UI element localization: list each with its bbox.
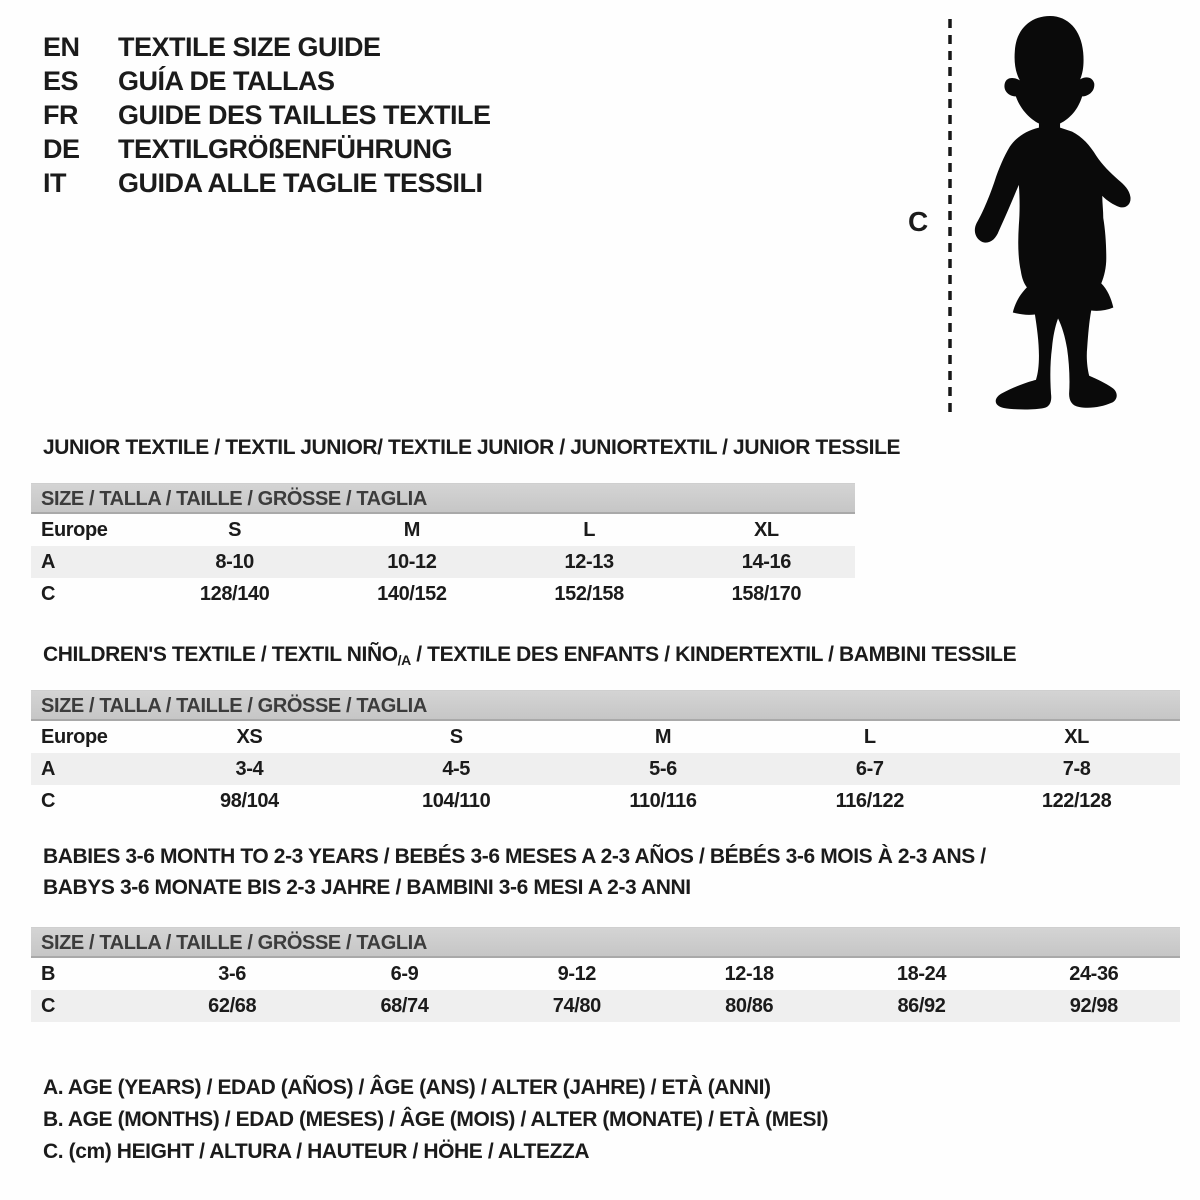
table-row: [31, 546, 855, 578]
lang-code: ES: [43, 66, 79, 96]
babies-size-table: [31, 927, 1180, 1022]
babies-section-heading-line2: BABYS 3-6 MONATE BIS 2-3 JAHRE / BAMBINI 3-6 MESI A 2-3 ANNI: [43, 876, 691, 899]
row-label: C: [41, 790, 56, 812]
lang-title: GUÍA DE TALLAS: [118, 66, 335, 96]
table-cell: M: [654, 726, 672, 748]
table-cell: 128/140: [199, 583, 270, 605]
table-cell: 7-8: [1062, 758, 1091, 780]
junior-section-heading: JUNIOR TEXTILE / TEXTIL JUNIOR/ TEXTILE JUNIOR / JUNIORTEXTIL / JUNIOR TESSILE: [43, 436, 901, 459]
row-label: C: [41, 995, 56, 1017]
lang-code: IT: [43, 168, 66, 198]
table-cell: XS: [236, 726, 263, 748]
table-cell: 116/122: [835, 790, 904, 812]
table-row: [31, 514, 855, 546]
table-cell: 98/104: [220, 790, 279, 812]
table-cell: 122/128: [1041, 790, 1112, 812]
row-label: A: [41, 758, 56, 780]
table-cell: 14-16: [741, 551, 791, 573]
lang-title: TEXTILE SIZE GUIDE: [118, 32, 381, 62]
table-cell: 5-6: [649, 758, 677, 780]
table-cell: 24-36: [1069, 963, 1119, 985]
lang-code: FR: [43, 100, 78, 130]
table-row: [31, 753, 1180, 785]
junior-size-header-bar: SIZE / TALLA / TAILLE / GRÖSSE / TAGLIA: [31, 483, 855, 514]
row-label: Europe: [41, 519, 108, 541]
table-cell: M: [403, 519, 420, 541]
legend-line-a: A. AGE (YEARS) / EDAD (AÑOS) / ÂGE (ANS) / ALTER (JAHRE) / ETÀ (ANNI): [43, 1076, 771, 1099]
baby-silhouette: [963, 14, 1135, 416]
children-size-table: [31, 690, 1180, 817]
table-cell: 86/92: [897, 995, 946, 1017]
table-cell: 3-4: [235, 758, 264, 780]
measure-legend: [43, 1072, 828, 1168]
lang-title: GUIDA ALLE TAGLIE TESSILI: [118, 168, 483, 198]
measure-label-c: C: [908, 206, 929, 237]
table-cell: 158/170: [731, 583, 802, 605]
table-cell: 104/110: [421, 790, 491, 812]
table-row: [31, 578, 855, 610]
table-cell: 18-24: [896, 963, 947, 985]
table-row: [31, 721, 1180, 753]
junior-size-table: [31, 483, 855, 610]
lang-code: DE: [43, 134, 80, 164]
lang-row-en: [43, 30, 491, 64]
row-label: Europe: [41, 726, 108, 748]
children-heading-part1: CHILDREN'S TEXTILE / TEXTIL NIÑO: [43, 643, 398, 666]
table-cell: 80/86: [725, 995, 774, 1017]
table-cell: 9-12: [557, 963, 597, 985]
table-cell: XL: [1064, 726, 1089, 748]
lang-row-fr: [43, 98, 491, 132]
table-cell: 6-7: [855, 758, 884, 780]
table-cell: 3-6: [218, 963, 247, 985]
table-cell: L: [583, 519, 596, 541]
table-cell: 4-5: [442, 758, 471, 780]
table-cell: L: [863, 726, 876, 748]
lang-row-es: [43, 64, 491, 98]
table-cell: 8-10: [215, 551, 254, 573]
children-heading-sub: /A: [397, 652, 411, 668]
table-cell: 6-9: [390, 963, 419, 985]
lang-title: GUIDE DES TAILLES TEXTILE: [118, 100, 491, 130]
table-cell: 12-18: [724, 963, 774, 985]
table-row: [31, 990, 1180, 1022]
table-cell: S: [228, 519, 242, 541]
table-cell: S: [449, 726, 463, 748]
height-measure-dashed-line: [944, 16, 956, 418]
lang-code: EN: [43, 32, 80, 62]
children-heading-part2: / TEXTILE DES ENFANTS / KINDERTEXTIL / BAMBINI TESSILE: [410, 643, 1017, 666]
children-section-heading: [43, 643, 1016, 668]
table-cell: 74/80: [552, 995, 601, 1017]
table-cell: 140/152: [377, 583, 447, 605]
table-cell: 62/68: [208, 995, 257, 1017]
table-cell: 92/98: [1069, 995, 1118, 1017]
language-title-list: [43, 30, 491, 200]
babies-size-header-bar: SIZE / TALLA / TAILLE / GRÖSSE / TAGLIA: [31, 927, 1180, 958]
children-size-header-bar: SIZE / TALLA / TAILLE / GRÖSSE / TAGLIA: [31, 690, 1180, 721]
legend-line-b: B. AGE (MONTHS) / EDAD (MESES) / ÂGE (MOIS) / ALTER (MONATE) / ETÀ (MESI): [43, 1108, 829, 1131]
table-cell: 152/158: [554, 583, 624, 605]
row-label: C: [41, 583, 56, 605]
table-row: [31, 785, 1180, 817]
table-cell: 12-13: [564, 551, 614, 573]
row-label: B: [41, 963, 56, 985]
table-cell: 68/74: [380, 995, 429, 1017]
legend-line-c: C. (cm) HEIGHT / ALTURA / HAUTEUR / HÖHE / ALTEZZA: [43, 1140, 590, 1163]
table-row: [31, 958, 1180, 990]
lang-row-it: [43, 166, 491, 200]
lang-title: TEXTILGRÖßENFÜHRUNG: [118, 134, 452, 164]
table-cell: XL: [753, 519, 779, 541]
babies-section-heading-line1: BABIES 3-6 MONTH TO 2-3 YEARS / BEBÉS 3-6 MESES A 2-3 AÑOS / BÉBÉS 3-6 MOIS À 2-3 ANS /: [43, 845, 986, 868]
table-cell: 10-12: [387, 551, 437, 573]
lang-row-de: [43, 132, 491, 166]
table-cell: 110/116: [629, 790, 697, 812]
row-label: A: [41, 551, 56, 573]
